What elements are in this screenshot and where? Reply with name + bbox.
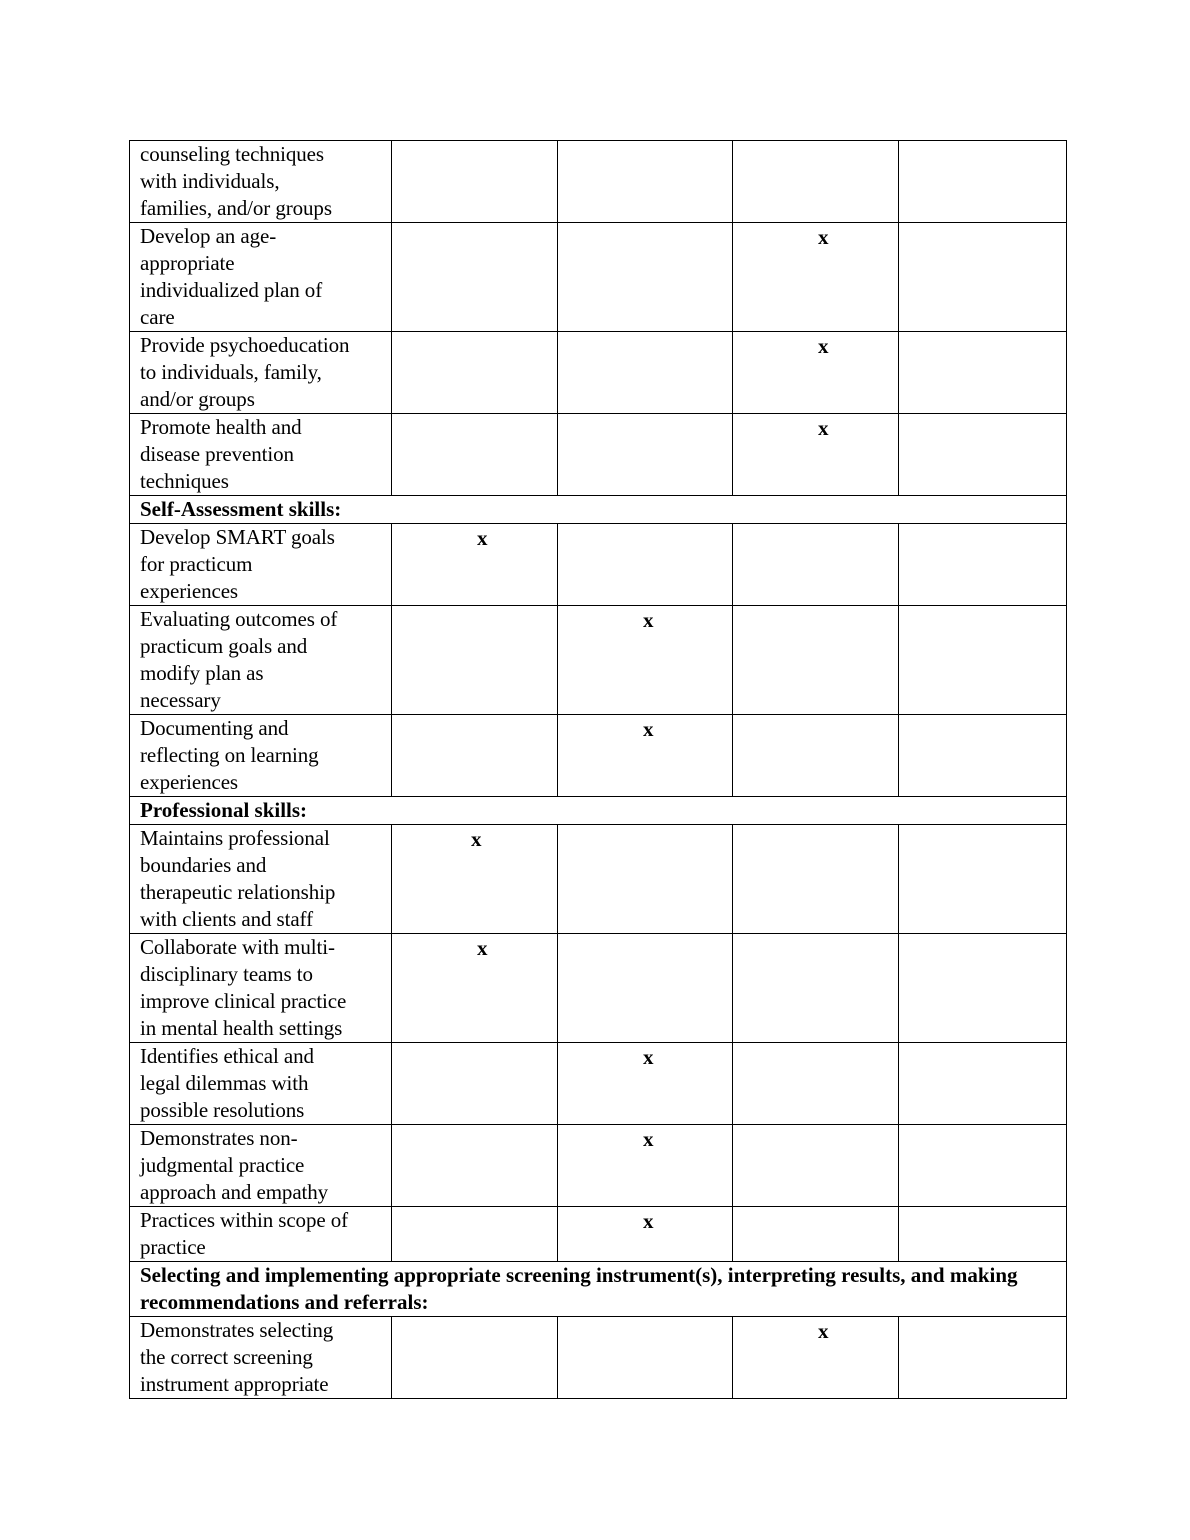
rating-cell-1 [392,524,558,606]
rating-mark [743,1043,890,1044]
rating-cell-4 [899,715,1067,797]
rating-cell-1 [392,1317,558,1399]
rating-mark [568,524,724,525]
rating-cell-4 [899,524,1067,606]
rating-cell-4 [899,1317,1067,1399]
rating-mark [402,606,549,607]
rating-cell-3 [733,223,899,332]
skill-description: Practices within scope of practice [130,1207,392,1262]
rating-mark [909,524,1058,525]
rating-mark [743,606,890,607]
rating-cell-2 [558,1317,733,1399]
rating-cell-3 [733,1317,899,1399]
rating-cell-2 [558,1207,733,1262]
section-header-row [130,797,1067,825]
rating-mark [743,715,890,716]
rating-mark [743,1207,890,1208]
rating-mark: x [477,936,488,960]
rating-mark [568,414,724,415]
rating-mark [568,223,724,224]
rating-cell-2 [558,141,733,223]
rating-mark [909,332,1058,333]
rating-mark [743,524,890,525]
rating-cell-2 [558,524,733,606]
rating-cell-2 [558,332,733,414]
rating-cell-3 [733,524,899,606]
rating-cell-3 [733,414,899,496]
rating-mark [743,934,890,935]
rating-cell-4 [899,1125,1067,1207]
rating-cell-3 [733,715,899,797]
rating-cell-3 [733,1043,899,1125]
rating-mark [402,1317,549,1318]
rating-mark [909,223,1058,224]
rating-mark [568,332,724,333]
rating-cell-3 [733,141,899,223]
table-row [130,1317,1067,1399]
rating-cell-1 [392,934,558,1043]
rating-cell-1 [392,223,558,332]
table-row [130,1207,1067,1262]
skill-description: Demonstrates non- judgmental practice approach and empathy [130,1125,392,1207]
rating-cell-2 [558,414,733,496]
skill-description: Promote health and disease prevention techniques [130,414,392,496]
rating-cell-4 [899,141,1067,223]
rating-cell-4 [899,825,1067,934]
rating-mark [402,1125,549,1126]
rating-mark [909,606,1058,607]
skill-description: Documenting and reflecting on learning experiences [130,715,392,797]
rating-cell-4 [899,934,1067,1043]
table-row [130,715,1067,797]
table-row [130,332,1067,414]
table-body [130,141,1067,1399]
rating-cell-1 [392,1043,558,1125]
skill-description: Maintains professional boundaries and therapeutic relationship with clients and staff [130,825,392,934]
rating-mark: x [643,1045,654,1069]
rating-cell-2 [558,715,733,797]
rating-mark: x [471,827,482,851]
skill-description: Evaluating outcomes of practicum goals and modify plan as necessary [130,606,392,715]
table-row [130,141,1067,223]
rating-mark [909,715,1058,716]
rating-cell-3 [733,825,899,934]
rating-mark [909,1125,1058,1126]
rating-mark [402,1207,549,1208]
rating-mark: x [643,717,654,741]
table-row [130,606,1067,715]
skill-description: counseling techniques with individuals, families, and/or groups [130,141,392,223]
rating-cell-1 [392,1125,558,1207]
rating-cell-3 [733,606,899,715]
rating-mark: x [643,1209,654,1233]
rating-mark [909,934,1058,935]
rating-cell-2 [558,606,733,715]
rating-mark [568,825,724,826]
rating-cell-1 [392,332,558,414]
rating-mark [402,414,549,415]
rating-cell-4 [899,1043,1067,1125]
rating-mark [402,141,549,142]
table-row [130,1043,1067,1125]
rating-mark [743,825,890,826]
skill-description: Identifies ethical and legal dilemmas with possible resolutions [130,1043,392,1125]
rating-cell-1 [392,141,558,223]
rating-mark [402,332,549,333]
rating-mark [909,1043,1058,1044]
skill-description: Develop an age- appropriate individualized plan of care [130,223,392,332]
table-row [130,825,1067,934]
rating-mark: x [643,1127,654,1151]
rating-cell-3 [733,1125,899,1207]
section-heading: Professional skills: [130,797,1067,825]
rating-cell-2 [558,223,733,332]
rating-mark [909,414,1058,415]
rating-mark: x [818,1319,829,1343]
skills-evaluation-table [129,140,1067,1399]
rating-mark [568,141,724,142]
rating-cell-1 [392,715,558,797]
rating-mark: x [477,526,488,550]
rating-cell-2 [558,825,733,934]
rating-cell-4 [899,414,1067,496]
rating-mark [568,934,724,935]
skill-description: Develop SMART goals for practicum experiences [130,524,392,606]
rating-cell-2 [558,934,733,1043]
rating-cell-1 [392,606,558,715]
rating-mark: x [818,416,829,440]
rating-mark [402,1043,549,1044]
skill-description: Provide psychoeducation to individuals, family, and/or groups [130,332,392,414]
rating-mark [743,1125,890,1126]
rating-cell-4 [899,223,1067,332]
rating-mark: x [818,334,829,358]
rating-cell-4 [899,332,1067,414]
rating-cell-4 [899,606,1067,715]
table-row [130,414,1067,496]
table-row [130,934,1067,1043]
rating-cell-2 [558,1043,733,1125]
rating-mark [743,141,890,142]
rating-cell-3 [733,1207,899,1262]
table-row [130,1125,1067,1207]
section-heading: Self-Assessment skills: [130,496,1067,524]
rating-mark [909,825,1058,826]
skill-description: Collaborate with multi- disciplinary teams to improve clinical practice in mental health settings [130,934,392,1043]
section-heading: Selecting and implementing appropriate screening instrument(s), interpreting results, and making recommendations and referrals: [130,1262,1067,1317]
table-row [130,524,1067,606]
rating-mark: x [643,608,654,632]
rating-mark [402,715,549,716]
rating-cell-1 [392,414,558,496]
rating-cell-4 [899,1207,1067,1262]
section-header-row [130,496,1067,524]
rating-mark [909,141,1058,142]
section-header-row [130,1262,1067,1317]
rating-mark [909,1207,1058,1208]
rating-mark: x [818,225,829,249]
rating-mark [909,1317,1058,1318]
rating-mark [402,223,549,224]
table-row [130,223,1067,332]
rating-cell-1 [392,825,558,934]
rating-cell-2 [558,1125,733,1207]
rating-mark [568,1317,724,1318]
rating-cell-3 [733,332,899,414]
rating-cell-3 [733,934,899,1043]
rating-cell-1 [392,1207,558,1262]
skill-description: Demonstrates selecting the correct screening instrument appropriate [130,1317,392,1399]
